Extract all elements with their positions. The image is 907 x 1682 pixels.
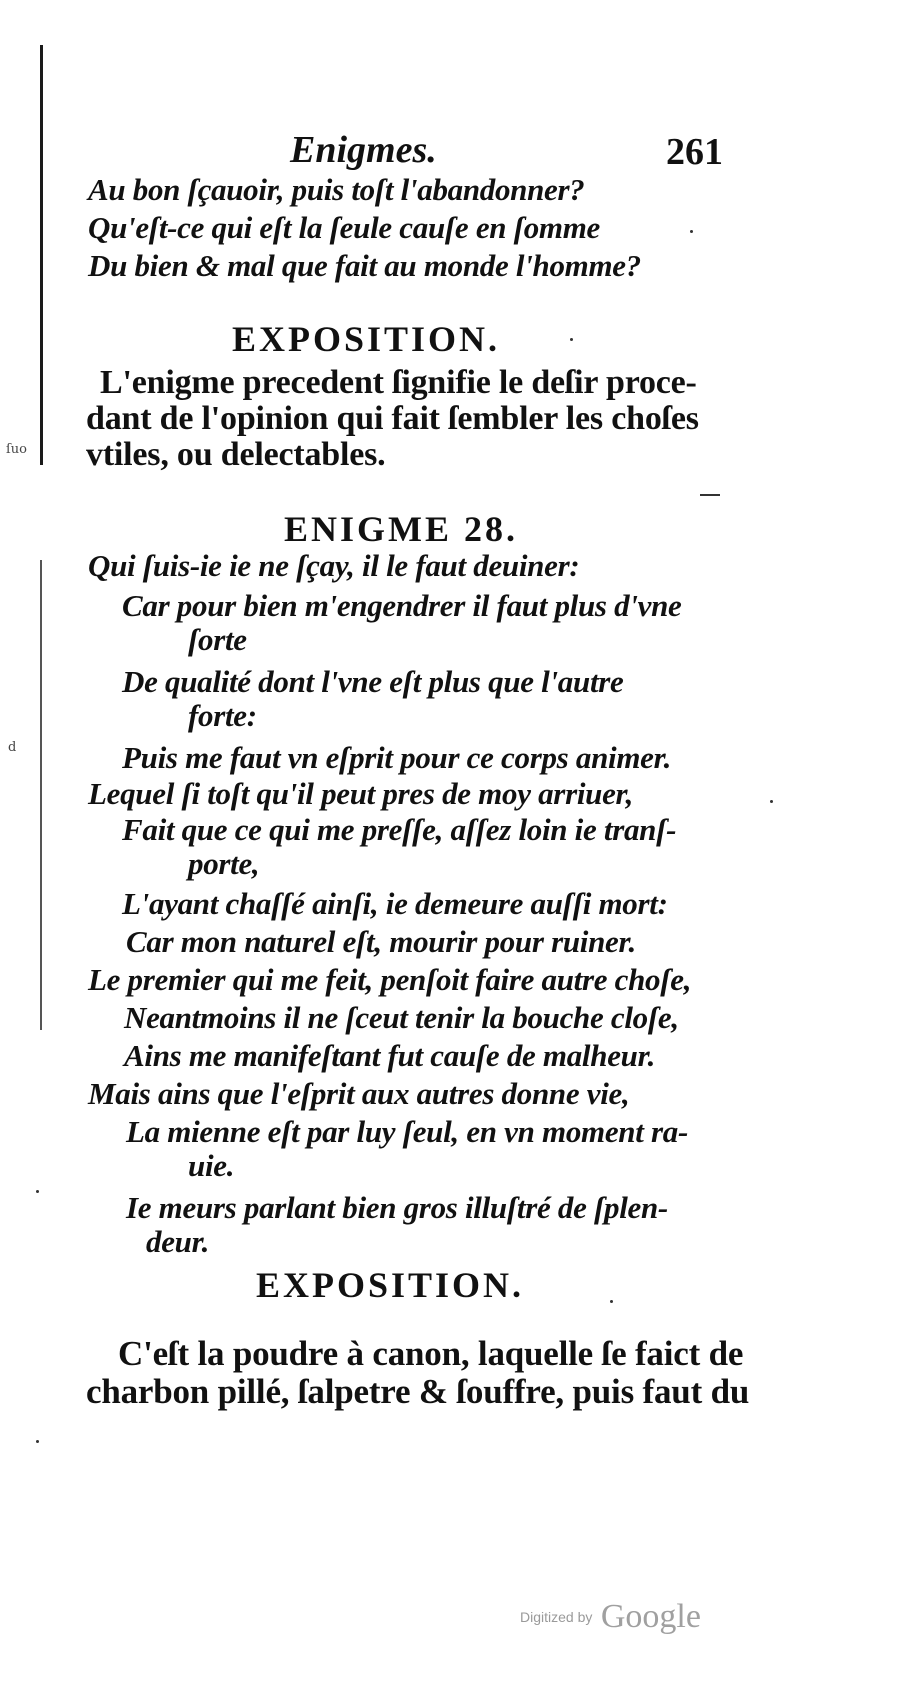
prose-line: L'enigme precedent ſignifie le deſir proce- bbox=[100, 364, 697, 401]
verse-line: Puis me faut vn eſprit pour ce corps animer. bbox=[122, 740, 672, 775]
ink-speck bbox=[610, 1300, 613, 1303]
verse-line: Mais ains que l'eſprit aux autres donne vie, bbox=[88, 1076, 630, 1111]
verse-line: porte, bbox=[188, 846, 260, 881]
prose-line: vtiles, ou delectables. bbox=[86, 436, 386, 473]
enigme-heading: ENIGME 28. bbox=[284, 509, 519, 549]
ink-speck bbox=[690, 230, 693, 233]
margin-note: ſuo bbox=[6, 442, 28, 457]
ink-speck bbox=[36, 1440, 39, 1443]
digitized-by-text: Digitized by bbox=[520, 1609, 593, 1625]
digitized-watermark bbox=[520, 1598, 701, 1636]
running-title: Enigmes. bbox=[290, 129, 437, 171]
page-header bbox=[0, 128, 907, 178]
google-logo: Google bbox=[600, 1598, 701, 1635]
verse-line: Du bien & mal que fait au monde l'homme? bbox=[88, 248, 641, 283]
verse-line: Car mon naturel eſt, mourir pour ruiner. bbox=[126, 924, 636, 959]
margin-note: d bbox=[8, 740, 17, 755]
ink-speck bbox=[570, 338, 573, 341]
verse-line: forte: bbox=[188, 698, 257, 733]
ink-mark bbox=[700, 494, 720, 496]
verse-line: Neantmoins il ne ſceut tenir la bouche cloſe, bbox=[124, 1000, 679, 1035]
verse-line: Car pour bien m'engendrer il faut plus d'vne bbox=[122, 588, 682, 623]
exposition-heading: EXPOSITION. bbox=[256, 1265, 525, 1305]
ink-speck bbox=[36, 1190, 39, 1193]
exposition-heading: EXPOSITION. bbox=[232, 319, 501, 359]
verse-line: De qualité dont l'vne eſt plus que l'autre bbox=[122, 664, 624, 699]
verse-line: uie. bbox=[188, 1148, 235, 1183]
binding-edge-lower bbox=[40, 560, 42, 1030]
verse-line: Le premier qui me feit, penſoit faire autre choſe, bbox=[88, 962, 692, 997]
ink-speck bbox=[770, 800, 773, 803]
binding-edge bbox=[40, 45, 43, 465]
verse-line: Ains me manifeſtant fut cauſe de malheur. bbox=[124, 1038, 656, 1073]
verse-line: deur. bbox=[146, 1224, 210, 1259]
verse-line: L'ayant chaſſé ainſi, ie demeure auſſi mort: bbox=[122, 886, 668, 921]
prose-line: dant de l'opinion qui fait ſembler les choſes bbox=[86, 400, 699, 437]
verse-line: Fait que ce qui me preſſe, aſſez loin ie tranſ- bbox=[122, 812, 677, 847]
verse-line: Ie meurs parlant bien gros illuſtré de ſplen- bbox=[126, 1190, 668, 1225]
prose-line: charbon pillé, ſalpetre & ſouffre, puis faut du bbox=[86, 1372, 750, 1411]
verse-line: Qui ſuis-ie ie ne ſçay, il le faut deuiner: bbox=[88, 548, 580, 583]
prose-line: C'eſt la poudre à canon, laquelle ſe faict de bbox=[118, 1334, 744, 1373]
verse-line: La mienne eſt par luy ſeul, en vn moment ra- bbox=[126, 1114, 688, 1149]
verse-line: Lequel ſi toſt qu'il peut pres de moy arriuer, bbox=[88, 776, 634, 811]
page-number: 261 bbox=[666, 131, 723, 173]
verse-line: ſorte bbox=[188, 622, 247, 657]
verse-line: Qu'eſt-ce qui eſt la ſeule cauſe en ſomme bbox=[88, 210, 600, 245]
verse-line: Au bon ſçauoir, puis toſt l'abandonner? bbox=[88, 172, 585, 207]
